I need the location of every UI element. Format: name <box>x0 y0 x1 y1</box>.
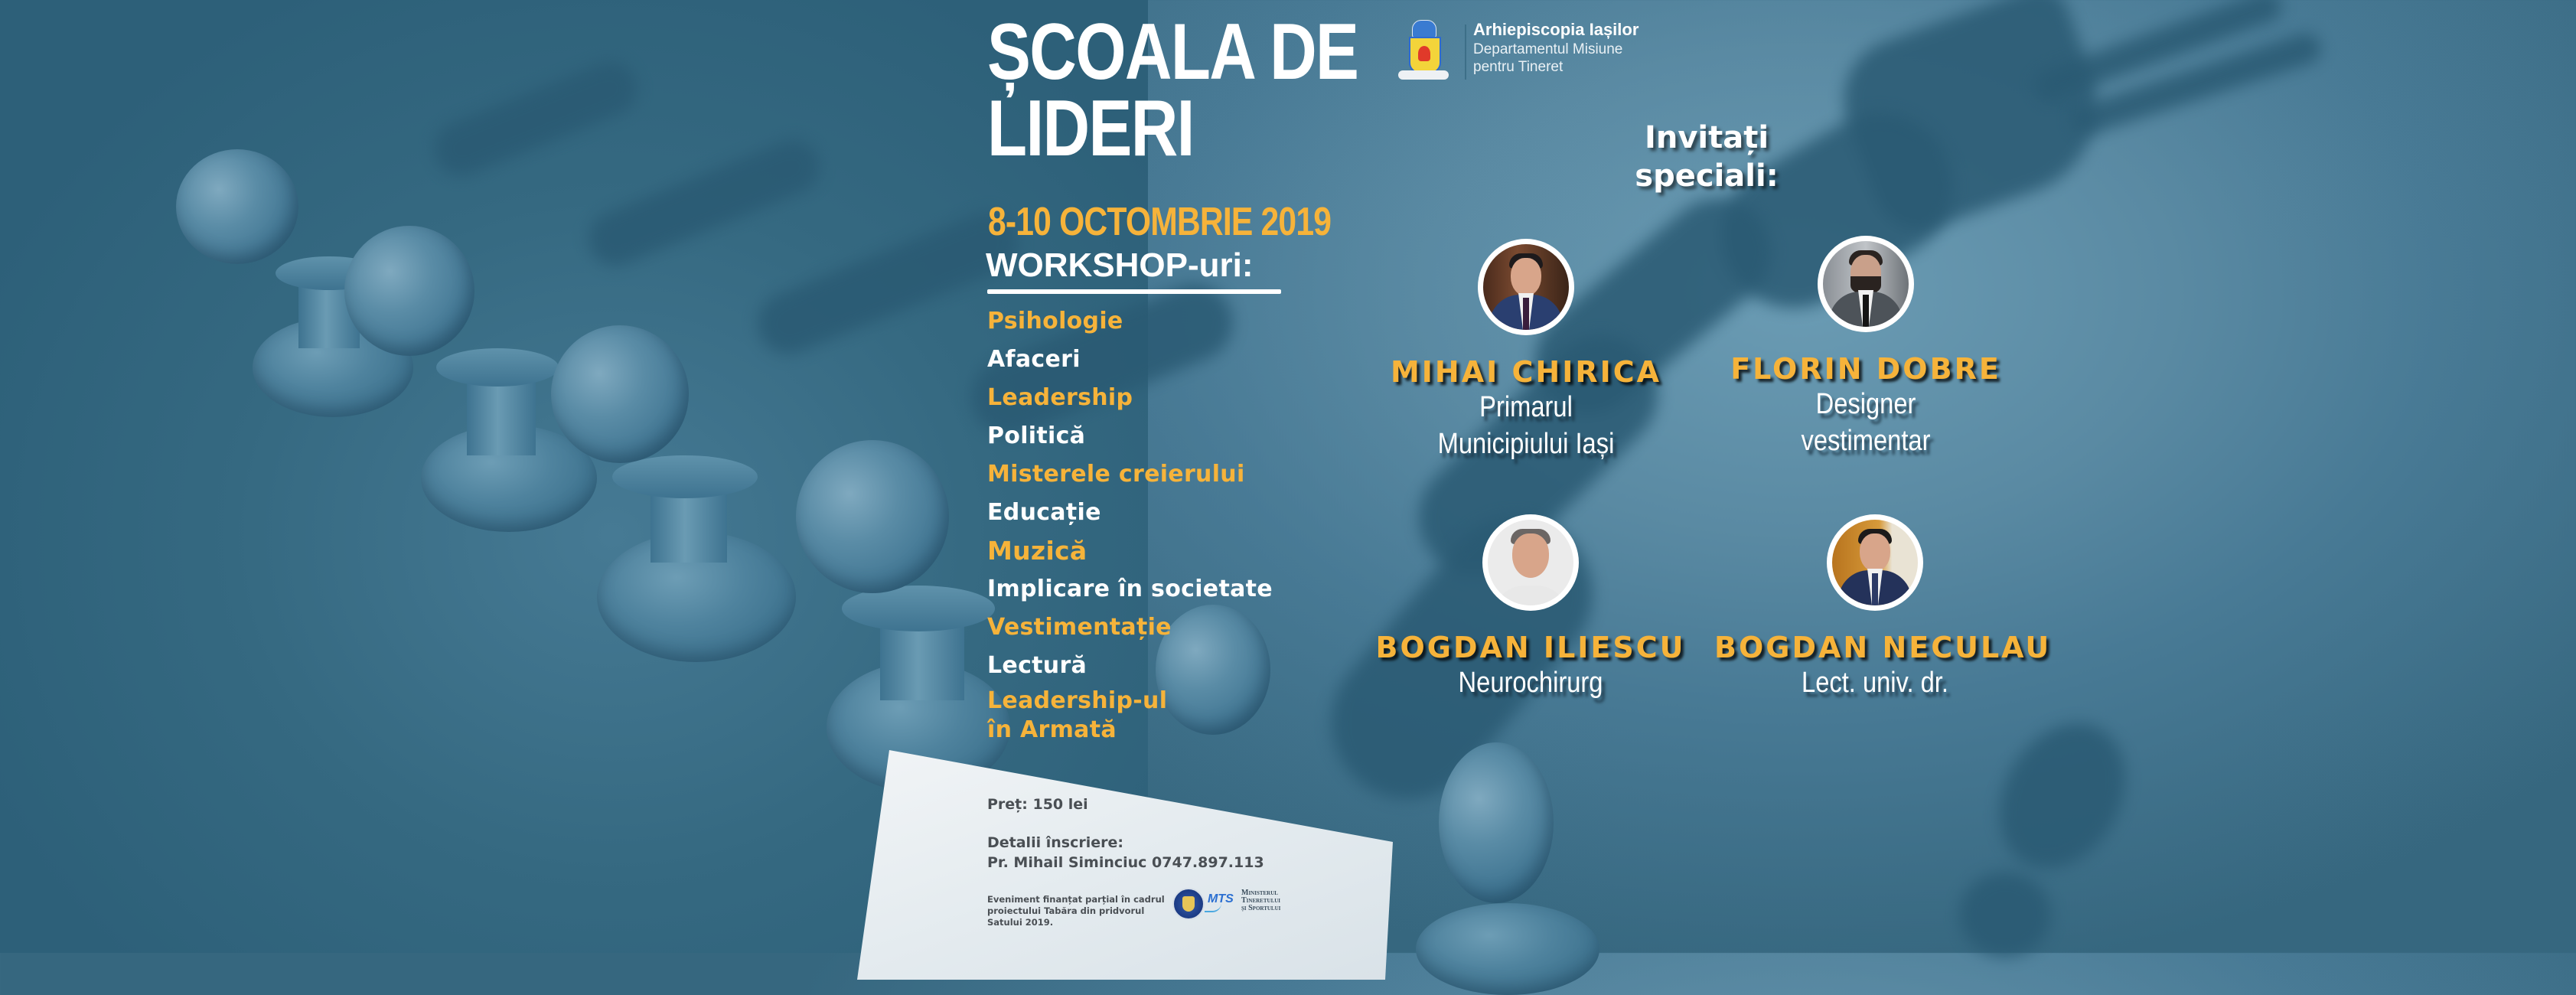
workshop-item: Politică <box>987 422 1086 449</box>
guests-heading-line2: speciali: <box>1635 158 1779 194</box>
avatar <box>1478 239 1574 335</box>
guest-name: BOGDAN ILIESCU <box>1375 631 1686 664</box>
ministry-line: Tineretului <box>1241 896 1281 905</box>
pawn-shadow <box>1959 873 2051 957</box>
workshop-item <box>987 687 1186 745</box>
avatar <box>1827 514 1923 611</box>
guests-heading-line1: Invitați <box>1644 120 1769 155</box>
ministry-line: și Sportului <box>1241 904 1281 912</box>
avatar <box>1482 514 1579 611</box>
guest-name: MIHAI CHIRICA <box>1390 355 1662 389</box>
guest-card <box>1365 239 1687 462</box>
workshop-item: Lectură <box>987 652 1087 679</box>
organizer-department <box>1473 41 1622 76</box>
workshops-heading-underline <box>987 289 1281 294</box>
guest-role: Primarul <box>1479 391 1573 423</box>
workshop-item: Misterele creierului <box>987 461 1245 488</box>
registration-label: Detalii înscriere: <box>987 834 1123 851</box>
event-title-line2: LIDERI <box>987 84 1194 173</box>
guest-card <box>1705 236 2027 459</box>
event-title-line1: ȘCOALA DE <box>987 8 1358 96</box>
guest-name: BOGDAN NECULAU <box>1714 631 2052 664</box>
mts-logo: MTS <box>1208 892 1234 905</box>
guests-heading <box>1630 119 1783 195</box>
guest-card <box>1714 514 2052 701</box>
organizer-name: Arhiepiscopia Iașilor <box>1473 20 1639 39</box>
guest-role: Designer <box>1815 388 1916 420</box>
registration-contact: Pr. Mihail Siminciuc 0747.897.113 <box>987 854 1264 871</box>
guest-card <box>1370 514 1691 701</box>
event-title <box>987 8 1358 173</box>
workshop-item-line2: în Armată <box>987 716 1117 743</box>
workshop-item: Psihologie <box>987 308 1123 334</box>
registration-details <box>987 833 1264 873</box>
romanian-government-seal-icon <box>1172 888 1205 920</box>
guest-role: Neurochirurg <box>1458 667 1603 699</box>
workshop-item: Vestimentație <box>987 614 1172 641</box>
guest-role: Municipiului Iași <box>1437 428 1615 460</box>
avatar <box>1818 236 1914 332</box>
price-text: Preț: 150 lei <box>987 796 1088 813</box>
organizer-divider <box>1465 24 1466 80</box>
pawn-shadow <box>1974 701 2150 891</box>
event-dates: 8-10 OCTOMBRIE 2019 <box>988 200 1332 244</box>
archdiocese-crest-icon <box>1395 20 1452 84</box>
funding-note: Eveniment finanțat parțial în cadrul proiectului Tabăra din pridvorul Satului 2019. <box>987 894 1165 928</box>
workshop-item-line1: Leadership-ul <box>987 687 1168 714</box>
guest-name: FLORIN DOBRE <box>1730 352 2001 386</box>
workshop-item: Muzică <box>987 536 1087 566</box>
workshop-item: Leadership <box>987 384 1133 411</box>
workshop-item: Educație <box>987 499 1101 526</box>
organizer-department-line1: Departamentul Misiune <box>1473 41 1623 57</box>
ministry-line: Ministerul <box>1241 889 1278 897</box>
workshop-item: Implicare în societate <box>987 576 1273 602</box>
organizer-department-line2: pentru Tineret <box>1473 59 1564 75</box>
ministry-logo-text <box>1241 889 1280 912</box>
guest-role: vestimentar <box>1801 425 1931 457</box>
guest-role: Lect. univ. dr. <box>1802 667 1948 699</box>
workshops-heading: WORKSHOP-uri: <box>986 246 1254 284</box>
workshops-list <box>987 304 1273 745</box>
workshop-item: Afaceri <box>987 346 1081 373</box>
